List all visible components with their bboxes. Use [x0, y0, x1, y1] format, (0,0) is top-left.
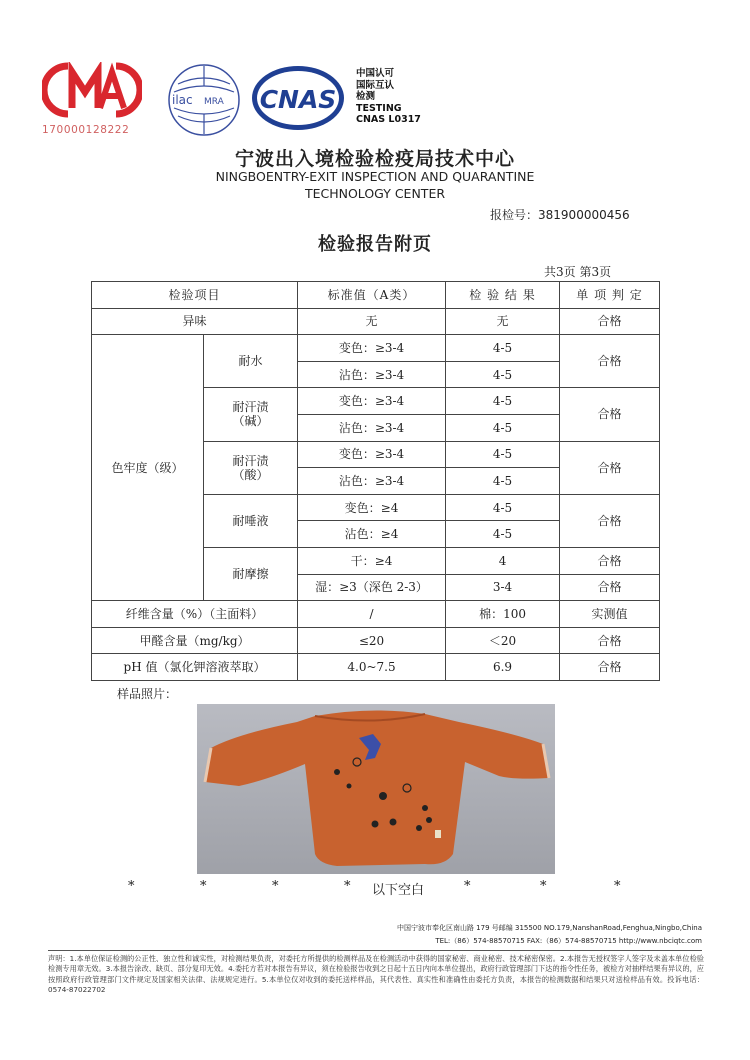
standard-cell: 变色：≥3-4 [298, 388, 446, 415]
star-marker: * [200, 879, 207, 894]
cnas-logo [250, 64, 346, 132]
svg-text:ilac: ilac [172, 93, 193, 107]
verdict-cell: 合格 [560, 441, 660, 494]
verdict-cell: 合格 [560, 547, 660, 574]
result-cell: 4-5 [446, 494, 560, 521]
report-number [490, 206, 630, 223]
verdict-cell: 合格 [560, 654, 660, 681]
organization-name-en: TECHNOLOGY CENTER [304, 186, 446, 201]
standard-cell: 沾色：≥3-4 [298, 468, 446, 495]
disclaimer-text: 声明：1.本单位保证检测的公正性、独立性和诚实性，对检测结果负责，对委托方所提供的检测样品及在检测活动中获得的国家秘密、商业秘密、技术秘密保密。2.本报告无授权签字人签字及未盖本单位检验检测专用章无效。3.本报告涂改、缺页、部分复印无效。4.委托方若对本报告有异议，须在检验报告收到之日起十五日内向本单位提出，政府行政管理部门下达的指令性任务，被检方对抽样结果有异议的，应按照政府行政管理部门文件规定及国家相关法律、法规规定进行。5.本单位仅对收到的委托送样样品，其代表性、真实性和准确性由委托方负责，本报告的检测数据和结果只对送检样品有效。投诉电话：0574-87022702 [48, 954, 704, 995]
end-of-report-marker [120, 879, 640, 897]
cnas-accreditation-text [356, 68, 421, 126]
sub-item-name: 耐摩擦 [232, 567, 269, 582]
footer-contact: TEL:（86）574-88570715 FAX:（86）574-88570715 http://www.nbciqtc.com [435, 937, 702, 945]
sub-item-name: 耐汗渍 [232, 453, 269, 468]
result-cell: 4-5 [446, 388, 560, 415]
page-title: 检验报告附页 [318, 234, 432, 255]
results-table [91, 281, 660, 681]
table-row [92, 627, 660, 654]
result-cell: 棉：100 [446, 601, 560, 628]
cma-logo [42, 62, 142, 120]
result-cell: 3-4 [446, 574, 560, 601]
standard-cell: / [298, 601, 446, 628]
item-cell: 甲醛含量（mg/kg） [92, 627, 298, 654]
standard-cell: 湿：≥3（深色 2-3） [298, 574, 446, 601]
standard-cell: 沾色：≥4 [298, 521, 446, 548]
cnas-line: 中国认可 [356, 68, 395, 79]
verdict-cell: 合格 [560, 494, 660, 547]
cnas-line: 检测 [356, 91, 376, 103]
sub-item-cell [204, 494, 298, 547]
sub-item-name: 耐汗渍 [232, 400, 269, 415]
sub-item-qualifier: （酸） [232, 467, 269, 482]
result-cell: 4 [446, 547, 560, 574]
sub-item-cell [204, 547, 298, 600]
sub-item-cell [204, 388, 298, 441]
star-marker: * [344, 879, 351, 894]
standard-cell: 沾色：≥3-4 [298, 414, 446, 441]
colorfastness-label: 色牢度（级） [92, 335, 204, 601]
star-marker: * [540, 879, 547, 894]
standard-cell: 干：≥4 [298, 547, 446, 574]
star-marker: * [614, 879, 621, 894]
blank-marker-text: 以下空白 [372, 883, 425, 898]
verdict-cell: 合格 [560, 388, 660, 441]
standard-cell: 变色：≥4 [298, 494, 446, 521]
result-cell: 4-5 [446, 441, 560, 468]
result-cell: 4-5 [446, 521, 560, 548]
report-number-value: 381900000456 [538, 208, 630, 222]
svg-text:MRA: MRA [204, 97, 224, 107]
cma-certificate-number: 170000128222 [42, 124, 130, 136]
verdict-cell: 合格 [560, 308, 660, 335]
table-row [92, 308, 660, 335]
organization-name-cn: 宁波出入境检验检疫局技术中心 [234, 148, 515, 170]
table-row [92, 654, 660, 681]
sub-item-cell [204, 441, 298, 494]
star-marker: * [128, 879, 135, 894]
header-cell: 检验项目 [92, 282, 298, 309]
table-row [92, 335, 660, 362]
table-row [92, 601, 660, 628]
star-marker: * [272, 879, 279, 894]
footer-divider [48, 950, 702, 951]
header-cell: 单 项 判 定 [560, 282, 660, 309]
result-cell: 6.9 [446, 654, 560, 681]
footer-address: 中国宁波市奉化区南山路 179 号邮编 315500 NO.179,NanshanRoad,Fenghua,Ningbo,China [396, 924, 702, 932]
result-cell: ＜20 [446, 627, 560, 654]
item-cell: 纤维含量（%）（主面料） [92, 601, 298, 628]
page-count: 共3页 第3页 [544, 265, 612, 279]
verdict-cell: 合格 [560, 335, 660, 388]
sub-item-name: 耐水 [238, 354, 263, 369]
svg-text:CNAS: CNAS [259, 85, 337, 114]
cnas-line: CNAS L0317 [356, 114, 421, 126]
cnas-line: TESTING [356, 102, 402, 114]
standard-cell: 无 [298, 308, 446, 335]
result-cell: 4-5 [446, 414, 560, 441]
star-marker: * [464, 879, 471, 894]
header-cell: 检 验 结 果 [446, 282, 560, 309]
standard-cell: 变色：≥3-4 [298, 441, 446, 468]
verdict-cell: 实测值 [560, 601, 660, 628]
result-cell: 无 [446, 308, 560, 335]
ilac-mra-logo [166, 62, 242, 138]
organization-name-en: NINGBOENTRY-EXIT INSPECTION AND QUARANTINE [215, 169, 535, 184]
item-cell: pH 值（氯化钾溶液萃取） [92, 654, 298, 681]
sub-item-qualifier: （碱） [232, 414, 269, 429]
table-header-row [92, 282, 660, 309]
result-cell: 4-5 [446, 361, 560, 388]
item-cell: 异味 [92, 308, 298, 335]
report-number-label: 报检号： [490, 208, 539, 222]
sub-item-name: 耐唾液 [232, 513, 269, 528]
result-cell: 4-5 [446, 468, 560, 495]
cnas-line: 国际互认 [356, 79, 395, 91]
standard-cell: 变色：≥3-4 [298, 335, 446, 362]
verdict-cell: 合格 [560, 574, 660, 601]
standard-cell: ≤20 [298, 627, 446, 654]
standard-cell: 沾色：≥3-4 [298, 361, 446, 388]
standard-cell: 4.0~7.5 [298, 654, 446, 681]
sub-item-cell [204, 335, 298, 388]
header-cell: 标准值（A类） [298, 282, 446, 309]
verdict-cell: 合格 [560, 627, 660, 654]
result-cell: 4-5 [446, 335, 560, 362]
sample-photo-label: 样品照片： [117, 687, 178, 701]
sample-photo [197, 704, 555, 874]
